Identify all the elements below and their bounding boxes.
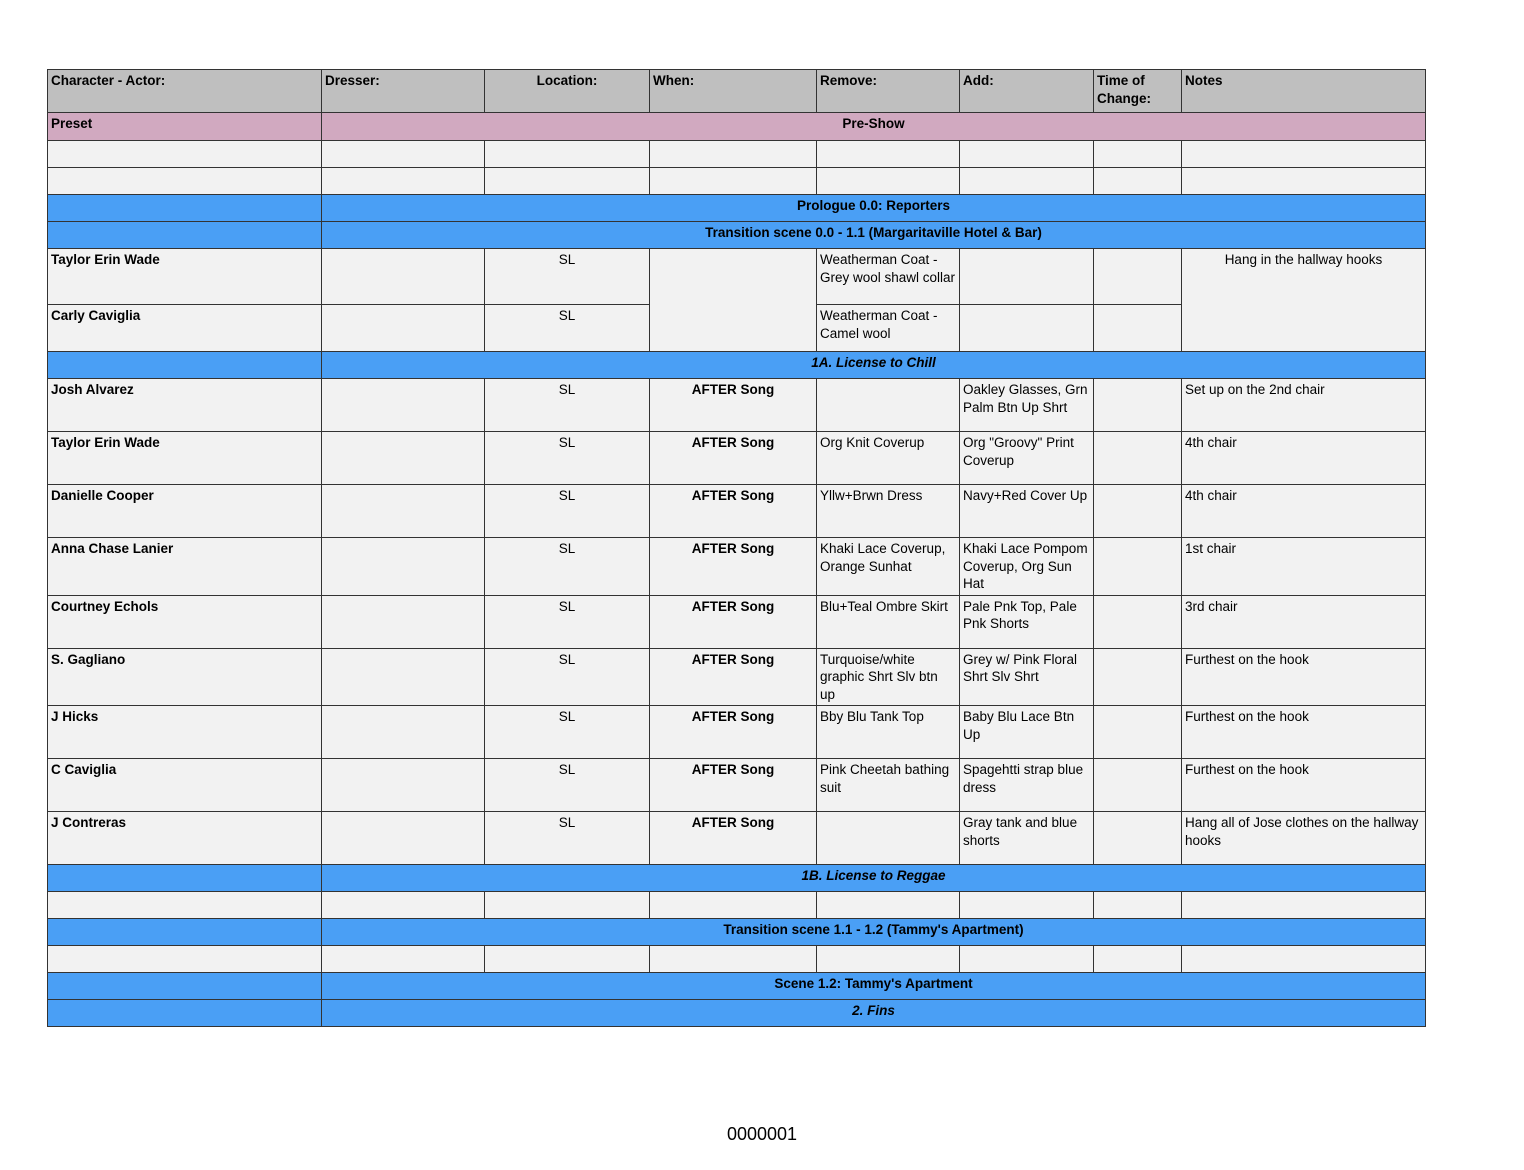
section-row (48, 352, 1426, 379)
add-cell (960, 305, 1094, 352)
actor-cell: Josh Alvarez (48, 379, 322, 432)
remove-cell: Blu+Teal Ombre Skirt (817, 595, 960, 648)
blank-row (48, 946, 1426, 973)
table-row (48, 759, 1426, 812)
section-title: 2. Fins (322, 1000, 1426, 1027)
dresser-cell (322, 432, 485, 485)
dresser-cell (322, 812, 485, 865)
blank-row (48, 168, 1426, 195)
dresser-cell (322, 379, 485, 432)
time-cell (1094, 485, 1182, 538)
add-cell: Org "Groovy" Print Coverup (960, 432, 1094, 485)
when-cell: AFTER Song (650, 595, 817, 648)
location-cell: SL (485, 379, 650, 432)
notes-cell: Furthest on the hook (1182, 706, 1426, 759)
section-title: Transition scene 1.1 - 1.2 (Tammy's Apartment) (322, 919, 1426, 946)
blank-row (48, 141, 1426, 168)
table-row (48, 249, 1426, 305)
header-time-of-change: Time of Change: (1094, 70, 1182, 113)
table-row (48, 706, 1426, 759)
notes-cell: Hang in the hallway hooks (1182, 249, 1426, 352)
header-remove: Remove: (817, 70, 960, 113)
notes-cell: 4th chair (1182, 432, 1426, 485)
location-cell: SL (485, 595, 650, 648)
table-row (48, 432, 1426, 485)
location-cell: SL (485, 538, 650, 596)
remove-cell (817, 379, 960, 432)
time-cell (1094, 249, 1182, 305)
section-title: Scene 1.2: Tammy's Apartment (322, 973, 1426, 1000)
header-row (48, 70, 1426, 113)
table-row (48, 812, 1426, 865)
actor-cell: J Hicks (48, 706, 322, 759)
add-cell (960, 249, 1094, 305)
add-cell: Navy+Red Cover Up (960, 485, 1094, 538)
header-notes: Notes (1182, 70, 1426, 113)
location-cell: SL (485, 305, 650, 352)
table-row (48, 538, 1426, 596)
section-title: Prologue 0.0: Reporters (322, 195, 1426, 222)
remove-cell: Weatherman Coat - Grey wool shawl collar (817, 249, 960, 305)
notes-cell: 3rd chair (1182, 595, 1426, 648)
dresser-cell (322, 595, 485, 648)
add-cell: Pale Pnk Top, Pale Pnk Shorts (960, 595, 1094, 648)
when-cell: AFTER Song (650, 812, 817, 865)
actor-cell: Danielle Cooper (48, 485, 322, 538)
location-cell: SL (485, 249, 650, 305)
section-title: Transition scene 0.0 - 1.1 (Margaritaville Hotel & Bar) (322, 222, 1426, 249)
section-row (48, 973, 1426, 1000)
costume-change-sheet (47, 69, 1426, 1027)
time-cell (1094, 379, 1182, 432)
remove-cell: Pink Cheetah bathing suit (817, 759, 960, 812)
add-cell: Oakley Glasses, Grn Palm Btn Up Shrt (960, 379, 1094, 432)
time-cell (1094, 812, 1182, 865)
notes-cell: Set up on the 2nd chair (1182, 379, 1426, 432)
preset-row (48, 113, 1426, 141)
when-cell: AFTER Song (650, 432, 817, 485)
add-cell: Khaki Lace Pompom Coverup, Org Sun Hat (960, 538, 1094, 596)
time-cell (1094, 648, 1182, 706)
section-row (48, 195, 1426, 222)
add-cell: Gray tank and blue shorts (960, 812, 1094, 865)
location-cell: SL (485, 485, 650, 538)
dresser-cell (322, 759, 485, 812)
time-cell (1094, 538, 1182, 596)
remove-cell: Turquoise/white graphic Shrt Slv btn up (817, 648, 960, 706)
dresser-cell (322, 538, 485, 596)
header-dresser: Dresser: (322, 70, 485, 113)
notes-cell: Furthest on the hook (1182, 759, 1426, 812)
section-row (48, 1000, 1426, 1027)
when-cell: AFTER Song (650, 648, 817, 706)
preset-label: Preset (48, 113, 322, 141)
dresser-cell (322, 706, 485, 759)
dresser-cell (322, 648, 485, 706)
add-cell: Baby Blu Lace Btn Up (960, 706, 1094, 759)
add-cell: Grey w/ Pink Floral Shrt Slv Shrt (960, 648, 1094, 706)
dresser-cell (322, 485, 485, 538)
blank-row (48, 892, 1426, 919)
remove-cell: Yllw+Brwn Dress (817, 485, 960, 538)
remove-cell (817, 812, 960, 865)
notes-cell: 1st chair (1182, 538, 1426, 596)
actor-cell: C Caviglia (48, 759, 322, 812)
section-title: 1B. License to Reggae (322, 865, 1426, 892)
time-cell (1094, 706, 1182, 759)
section-title: 1A. License to Chill (322, 352, 1426, 379)
table-row (48, 595, 1426, 648)
actor-cell: S. Gagliano (48, 648, 322, 706)
section-row (48, 865, 1426, 892)
time-cell (1094, 432, 1182, 485)
actor-cell: Taylor Erin Wade (48, 249, 322, 305)
location-cell: SL (485, 812, 650, 865)
remove-cell: Org Knit Coverup (817, 432, 960, 485)
preshow-banner: Pre-Show (322, 113, 1426, 141)
actor-cell: Courtney Echols (48, 595, 322, 648)
notes-cell: Hang all of Jose clothes on the hallway hooks (1182, 812, 1426, 865)
section-row (48, 222, 1426, 249)
header-when: When: (650, 70, 817, 113)
time-cell (1094, 759, 1182, 812)
header-actor: Character - Actor: (48, 70, 322, 113)
header-location: Location: (485, 70, 650, 113)
table-row (48, 379, 1426, 432)
location-cell: SL (485, 648, 650, 706)
time-cell (1094, 305, 1182, 352)
location-cell: SL (485, 759, 650, 812)
when-cell (650, 249, 817, 352)
location-cell: SL (485, 432, 650, 485)
actor-cell: Anna Chase Lanier (48, 538, 322, 596)
section-row (48, 919, 1426, 946)
actor-cell: Taylor Erin Wade (48, 432, 322, 485)
header-add: Add: (960, 70, 1094, 113)
add-cell: Spagehtti strap blue dress (960, 759, 1094, 812)
table-row (48, 648, 1426, 706)
location-cell: SL (485, 706, 650, 759)
actor-cell: Carly Caviglia (48, 305, 322, 352)
page-number: 0000001 (726, 1124, 798, 1144)
time-cell (1094, 595, 1182, 648)
notes-cell: Furthest on the hook (1182, 648, 1426, 706)
remove-cell: Bby Blu Tank Top (817, 706, 960, 759)
when-cell: AFTER Song (650, 759, 817, 812)
when-cell: AFTER Song (650, 379, 817, 432)
notes-cell: 4th chair (1182, 485, 1426, 538)
remove-cell: Khaki Lace Coverup, Orange Sunhat (817, 538, 960, 596)
remove-cell: Weatherman Coat - Camel wool (817, 305, 960, 352)
when-cell: AFTER Song (650, 538, 817, 596)
dresser-cell (322, 249, 485, 305)
table-row (48, 485, 1426, 538)
dresser-cell (322, 305, 485, 352)
when-cell: AFTER Song (650, 706, 817, 759)
actor-cell: J Contreras (48, 812, 322, 865)
when-cell: AFTER Song (650, 485, 817, 538)
